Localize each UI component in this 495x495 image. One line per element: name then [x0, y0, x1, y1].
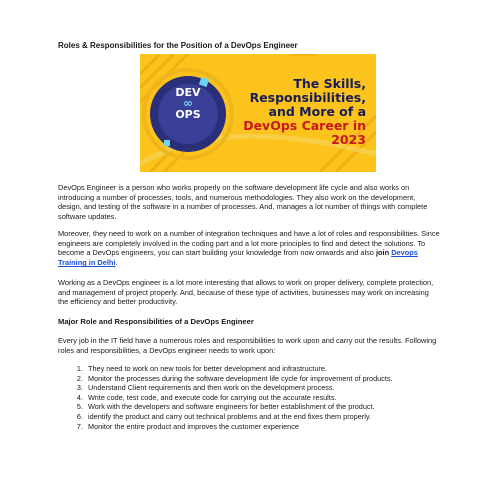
- list-item: 7. Monitor the entire product and improves the customer experience: [85, 422, 470, 432]
- list-item: 3. Understand Client requirements and then work on the development process.: [85, 383, 470, 393]
- paragraph-working: Working as a DevOps engineer is a lot more interesting that allows to work on proper delivery, complete protection, and management of project properly. And, because of these type of activities, businesses may work on increasing the efficiency and better productivity.: [58, 278, 434, 307]
- list-item: 5. Work with the developers and software engineers for better establishment of the product.: [85, 402, 470, 412]
- section-heading: Major Role and Responsibilities of a DevOps Engineer: [58, 317, 254, 326]
- paragraph-moreover: [58, 229, 440, 268]
- banner-image: [140, 54, 376, 172]
- badge-text: [168, 87, 208, 120]
- paragraph-moreover-end: .: [115, 258, 118, 268]
- badge-line-dev: DEV: [175, 86, 201, 99]
- banner-line-4: DevOps Career in: [243, 118, 366, 133]
- responsibilities-list: [58, 364, 470, 431]
- join-word: join: [375, 248, 390, 258]
- badge-line-ops: OPS: [175, 108, 201, 121]
- list-item: 1. They need to work on new tools for better development and infrastructure.: [85, 364, 470, 374]
- list-item: 6. identify the product and carry out technical problems and at the end fixes them properly.: [85, 412, 470, 422]
- list-item: 4. Write code, test code, and execute code for carrying out the accurate results.: [85, 393, 470, 403]
- paragraph-intro: DevOps Engineer is a person who works properly on the software development life cycle and also works on introducing a number of processes, tools, and numerous methodologies. They also work on the development, design, and testing of the software in a number of processes. And, manages a lot number of things with complete software updates.: [58, 183, 428, 222]
- banner-headline: [216, 77, 366, 147]
- banner-line-2: Responsibilities,: [249, 90, 366, 105]
- list-item: 2. Monitor the processes during the software development life cycle for improvement of products.: [85, 374, 470, 384]
- infinity-icon: ∞: [183, 96, 193, 110]
- banner-year: 2023: [331, 132, 366, 147]
- paragraph-moreover-text: Moreover, they need to work on a number of integration techniques and have a lot of roles and responsibilities. Since engineers are completely involved in the coding part and a lot more principles to find and detect the solutions. To become a DevOps engineers, you can start building your knowledge from now onwards and also: [58, 229, 440, 258]
- banner-line-3: and More of a: [268, 104, 366, 119]
- paragraph-every-job: Every job in the IT field have a numerous roles and responsibilities to work upon and carry out the results. Following roles and responsibilities, a DevOps engineer needs to work upon:: [58, 336, 437, 355]
- devops-training-link[interactable]: Devops Training in Delhi: [58, 248, 418, 268]
- document-title: Roles & Responsibilities for the Position of a DevOps Engineer: [58, 41, 298, 50]
- banner-line-1: The Skills,: [293, 76, 366, 91]
